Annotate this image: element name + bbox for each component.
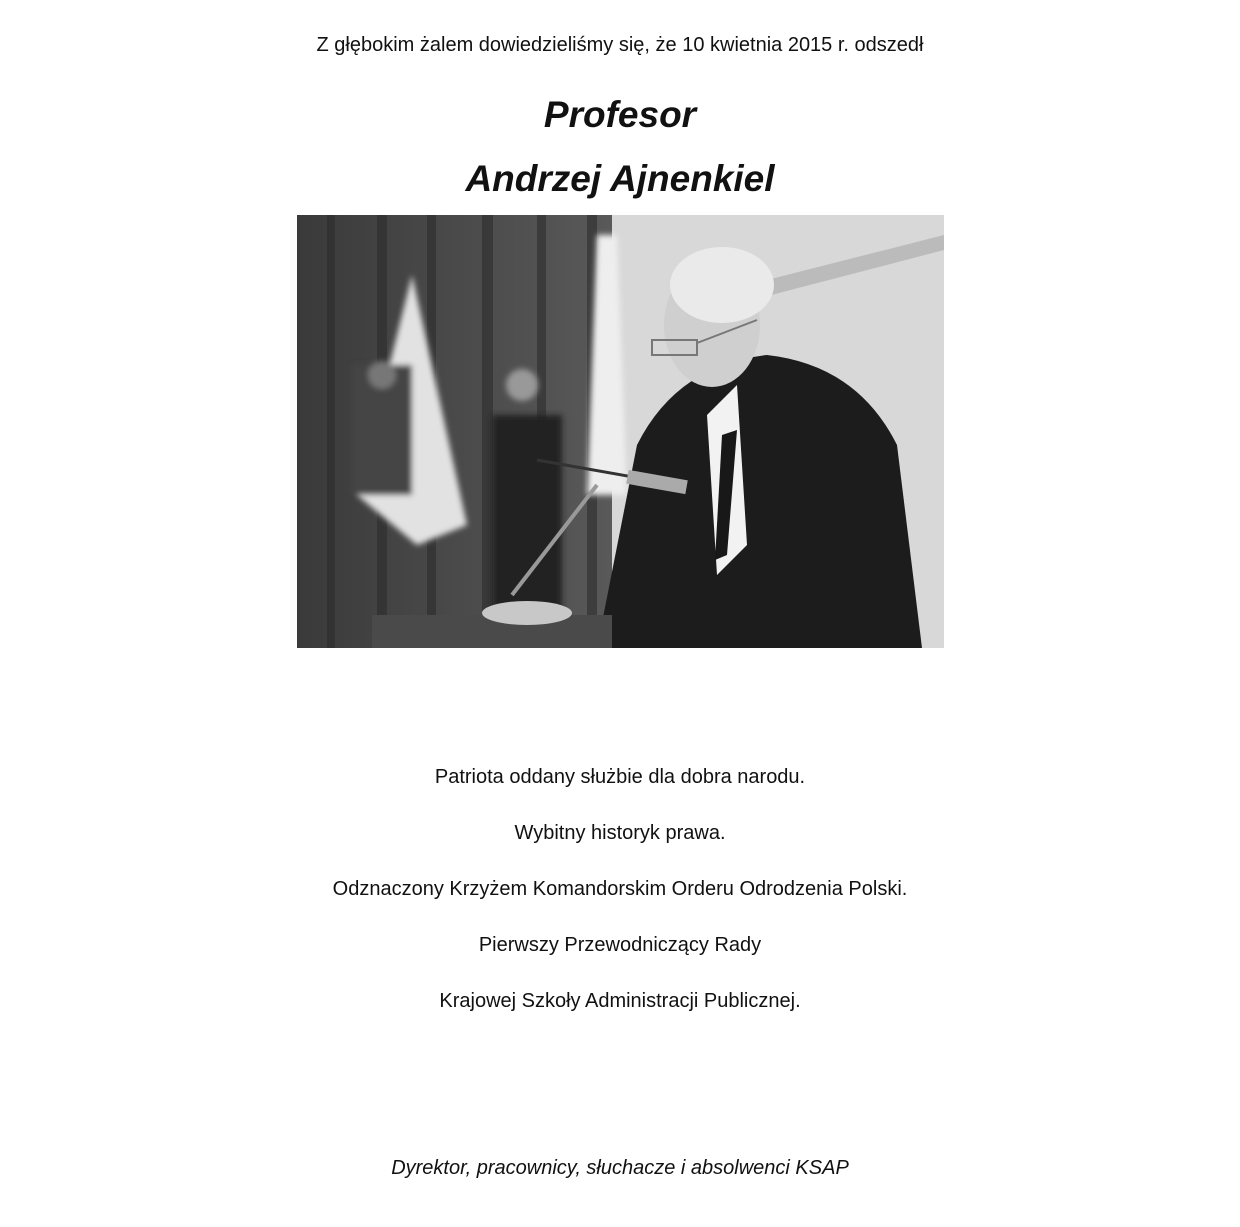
tribute-line-2: Wybitny historyk prawa. bbox=[514, 822, 726, 844]
intro-text: Z głębokim żalem dowiedzieliśmy się, że 10 kwietnia 2015 r. odszedł bbox=[316, 34, 924, 56]
signature: Dyrektor, pracownicy, słuchacze i absolwenci KSAP bbox=[391, 1157, 849, 1179]
tribute-line-3: Odznaczony Krzyżem Komandorskim Orderu Odrodzenia Polski. bbox=[332, 878, 908, 900]
title-profesor: Profesor bbox=[543, 94, 697, 135]
portrait-photo bbox=[297, 215, 944, 648]
tribute-line-1: Patriota oddany służbie dla dobra narodu. bbox=[434, 766, 806, 788]
title-name: Andrzej Ajnenkiel bbox=[465, 158, 775, 199]
photo-illustration bbox=[297, 215, 944, 648]
tribute-line-5: Krajowej Szkoły Administracji Publicznej. bbox=[439, 990, 801, 1012]
tribute-line-4: Pierwszy Przewodniczący Rady bbox=[478, 934, 762, 956]
